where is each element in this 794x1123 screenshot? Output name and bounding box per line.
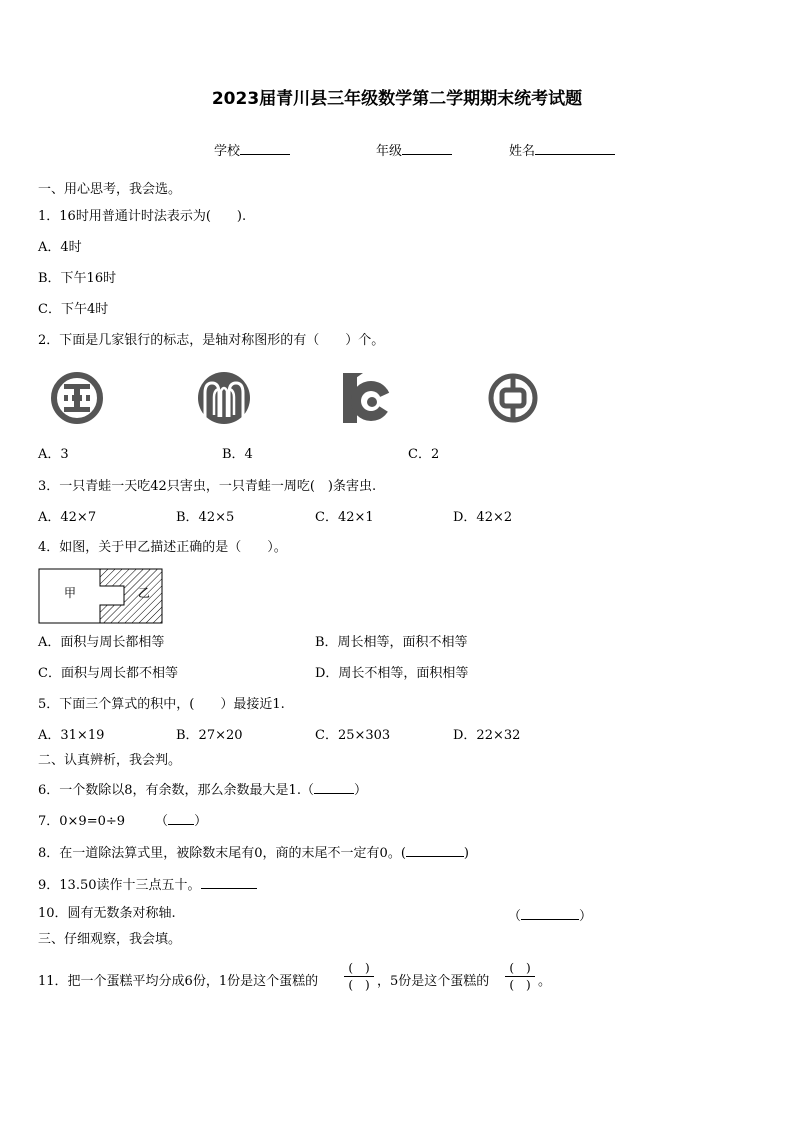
section-heading-2: 二、认真辨析，我会判。: [38, 753, 182, 768]
q6-close-paren: ）: [353, 783, 367, 798]
q11-frac2-denominator[interactable]: ( ): [509, 978, 531, 992]
q4-option-d[interactable]: D．周长不相等，面积相等: [315, 666, 469, 681]
question-8: [38, 843, 469, 862]
q2-option-a[interactable]: A．3: [38, 447, 69, 462]
q5-option-d[interactable]: D．22×32: [453, 728, 521, 743]
q1-option-c[interactable]: C．下午4时: [38, 302, 109, 317]
bank-swirl-logo-icon: [341, 371, 397, 425]
q6-answer-blank[interactable]: [314, 780, 354, 794]
grade-field: [376, 141, 452, 160]
name-field: [509, 141, 615, 160]
q11-fraction-1[interactable]: [344, 961, 374, 992]
q7-open-paren: （: [155, 814, 169, 829]
q11-stem-part-a: 11．把一个蛋糕平均分成6份，1份是这个蛋糕的: [38, 974, 319, 989]
name-blank[interactable]: [535, 141, 615, 155]
question-1-stem: 1．16时用普通计时法表示为( ).: [38, 209, 247, 224]
q1-option-b[interactable]: B．下午16时: [38, 271, 117, 286]
q8-stem: 8．在一道除法算式里，被除数末尾有0，商的末尾不一定有0。(: [38, 846, 406, 861]
question-4-stem: 4．如图，关于甲乙描述正确的是（ ）。: [38, 540, 287, 555]
q4-option-c[interactable]: C．面积与周长都不相等: [38, 666, 178, 681]
q7-stem: 7．0×9=0÷9: [38, 814, 126, 829]
q3-option-c[interactable]: C．42×1: [315, 510, 374, 525]
school-label: 学校: [214, 144, 241, 159]
q10-open-paren: （: [508, 909, 522, 924]
section-heading-3: 三、仔细观察，我会填。: [38, 932, 182, 947]
q4-option-b[interactable]: B．周长相等，面积不相等: [315, 635, 468, 650]
question-6: [38, 780, 367, 799]
icbc-logo-icon: [50, 371, 104, 425]
q11-frac1-numerator[interactable]: ( ): [348, 961, 370, 975]
q10-answer-blank[interactable]: [521, 906, 579, 920]
figure-label-jia: 甲: [64, 586, 77, 600]
q2-option-c[interactable]: C．2: [408, 447, 440, 462]
q3-option-a[interactable]: A．42×7: [38, 510, 97, 525]
q8-close-paren: ): [463, 846, 469, 861]
q9-answer-blank[interactable]: [201, 875, 257, 889]
grade-label: 年级: [376, 144, 403, 159]
q6-stem: 6．一个数除以8，有余数，那么余数最大是1.（: [38, 783, 314, 798]
q11-fraction-2[interactable]: [505, 961, 535, 992]
q11-frac2-numerator[interactable]: ( ): [509, 961, 531, 975]
q3-option-b[interactable]: B．42×5: [176, 510, 235, 525]
q7-close-paren: ）: [194, 814, 208, 829]
q11-stem-part-c: 。: [538, 974, 552, 989]
q11-frac1-denominator[interactable]: ( ): [348, 978, 370, 992]
question-3-stem: 3．一只青蛙一天吃42只害虫，一只青蛙一周吃( )条害虫.: [38, 479, 377, 494]
bank-arch-logo-icon: [197, 371, 251, 425]
question-9: [38, 875, 257, 894]
q5-option-b[interactable]: B．27×20: [176, 728, 243, 743]
question-2-stem: 2．下面是几家银行的标志，是轴对称图形的有（ ）个。: [38, 333, 385, 348]
name-label: 姓名: [509, 144, 536, 159]
figure-label-yi: 乙: [138, 586, 151, 600]
boc-logo-icon: [486, 371, 540, 425]
q9-stem: 9．13.50读作十三点五十。: [38, 878, 201, 893]
grade-blank[interactable]: [402, 141, 452, 155]
q1-option-a[interactable]: A．4时: [38, 240, 82, 255]
section-heading-1: 一、用心思考，我会选。: [38, 182, 182, 197]
question-10-answer: [508, 906, 592, 925]
q7-answer-blank[interactable]: [168, 811, 194, 825]
q2-option-b[interactable]: B．4: [222, 447, 253, 462]
q8-answer-blank[interactable]: [406, 843, 464, 857]
fraction-bar: [505, 976, 535, 977]
question-5-stem: 5．下面三个算式的积中，( ）最接近1.: [38, 697, 285, 712]
page-title: 2023届青川县三年级数学第二学期期末统考试题: [211, 89, 583, 109]
school-blank[interactable]: [240, 141, 290, 155]
question-10-stem: 10．圆有无数条对称轴.: [38, 906, 176, 921]
q3-option-d[interactable]: D．42×2: [453, 510, 513, 525]
q5-option-c[interactable]: C．25×303: [315, 728, 391, 743]
q10-close-paren: ）: [579, 909, 593, 924]
question-7: [38, 811, 207, 830]
q5-option-a[interactable]: A．31×19: [38, 728, 105, 743]
q11-stem-part-b: ，5份是这个蛋糕的: [377, 974, 490, 989]
fraction-bar: [344, 976, 374, 977]
school-field: [214, 141, 290, 160]
q4-option-a[interactable]: A．面积与周长都相等: [38, 635, 165, 650]
